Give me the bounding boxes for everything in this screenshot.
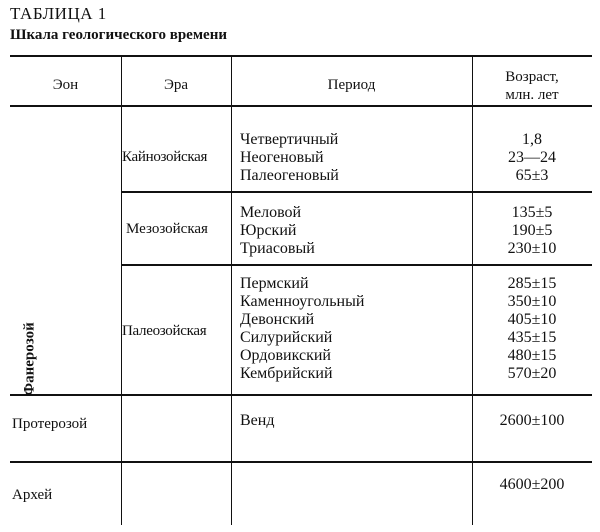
age-permian: 285±15	[507, 275, 557, 292]
eon-proterozoic: Протерозой	[12, 416, 88, 432]
age-quaternary: 1,8	[522, 131, 542, 148]
age-cretaceous: 135±5	[511, 204, 553, 221]
age-cambrian: 570±20	[507, 365, 557, 382]
header-age-line2: млн. лет	[505, 87, 559, 103]
period-carboniferous: Каменноугольный	[240, 293, 365, 310]
era-mesozoic: Мезозойская	[126, 221, 208, 237]
period-group-paleozoic	[240, 275, 364, 383]
table-title: Шкала геологического времени	[10, 27, 227, 43]
age-group-cenozoic	[472, 131, 592, 185]
rule-era-paleozoic	[121, 264, 592, 266]
header-eon: Эон	[52, 77, 79, 93]
header-age	[472, 68, 592, 104]
age-triassic: 230±10	[507, 240, 557, 257]
eon-phanerozoic: Фанерозой	[21, 322, 38, 396]
era-cenozoic: Кайнозойская	[122, 149, 208, 165]
period-group-cenozoic	[240, 131, 339, 185]
age-group-paleozoic	[472, 275, 592, 383]
rule-header	[10, 105, 592, 107]
age-neogene: 23—24	[508, 149, 556, 166]
age-ordovician: 480±15	[507, 347, 557, 364]
header-age-line1: Возраст,	[505, 69, 559, 85]
period-quaternary: Четвертичный	[240, 131, 339, 148]
age-carboniferous: 350±10	[507, 293, 557, 310]
era-paleozoic: Палеозойская	[122, 323, 207, 339]
period-cambrian: Кембрийский	[240, 365, 333, 382]
age-silurian: 435±15	[507, 329, 557, 346]
eon-archean: Архей	[12, 487, 53, 503]
geologic-time-table	[10, 55, 592, 525]
rule-era-mesozoic	[121, 191, 592, 193]
period-ordovician: Ордовикский	[240, 347, 331, 364]
period-paleogene: Палеогеновый	[240, 167, 339, 184]
rule-col-2	[231, 55, 232, 525]
rule-archean	[10, 461, 592, 463]
period-vendian: Венд	[240, 412, 275, 429]
age-jurassic: 190±5	[511, 222, 553, 239]
period-silurian: Силурийский	[240, 329, 333, 346]
header-period: Период	[327, 77, 376, 93]
period-devonian: Девонский	[240, 311, 315, 328]
age-archean: 4600±200	[499, 476, 565, 493]
period-triassic: Триасовый	[240, 240, 315, 257]
period-jurassic: Юрский	[240, 222, 297, 239]
period-permian: Пермский	[240, 275, 309, 292]
period-cretaceous: Меловой	[240, 204, 302, 221]
age-vendian: 2600±100	[499, 412, 565, 429]
age-devonian: 405±10	[507, 311, 557, 328]
age-paleogene: 65±3	[515, 167, 549, 184]
period-group-mesozoic	[240, 204, 315, 258]
rule-proterozoic	[10, 394, 592, 396]
rule-col-1	[121, 55, 122, 525]
period-neogene: Неогеновый	[240, 149, 324, 166]
rule-top	[10, 55, 592, 57]
age-group-mesozoic	[472, 204, 592, 258]
header-era: Эра	[163, 77, 189, 93]
table-number: ТАБЛИЦА 1	[10, 4, 107, 23]
